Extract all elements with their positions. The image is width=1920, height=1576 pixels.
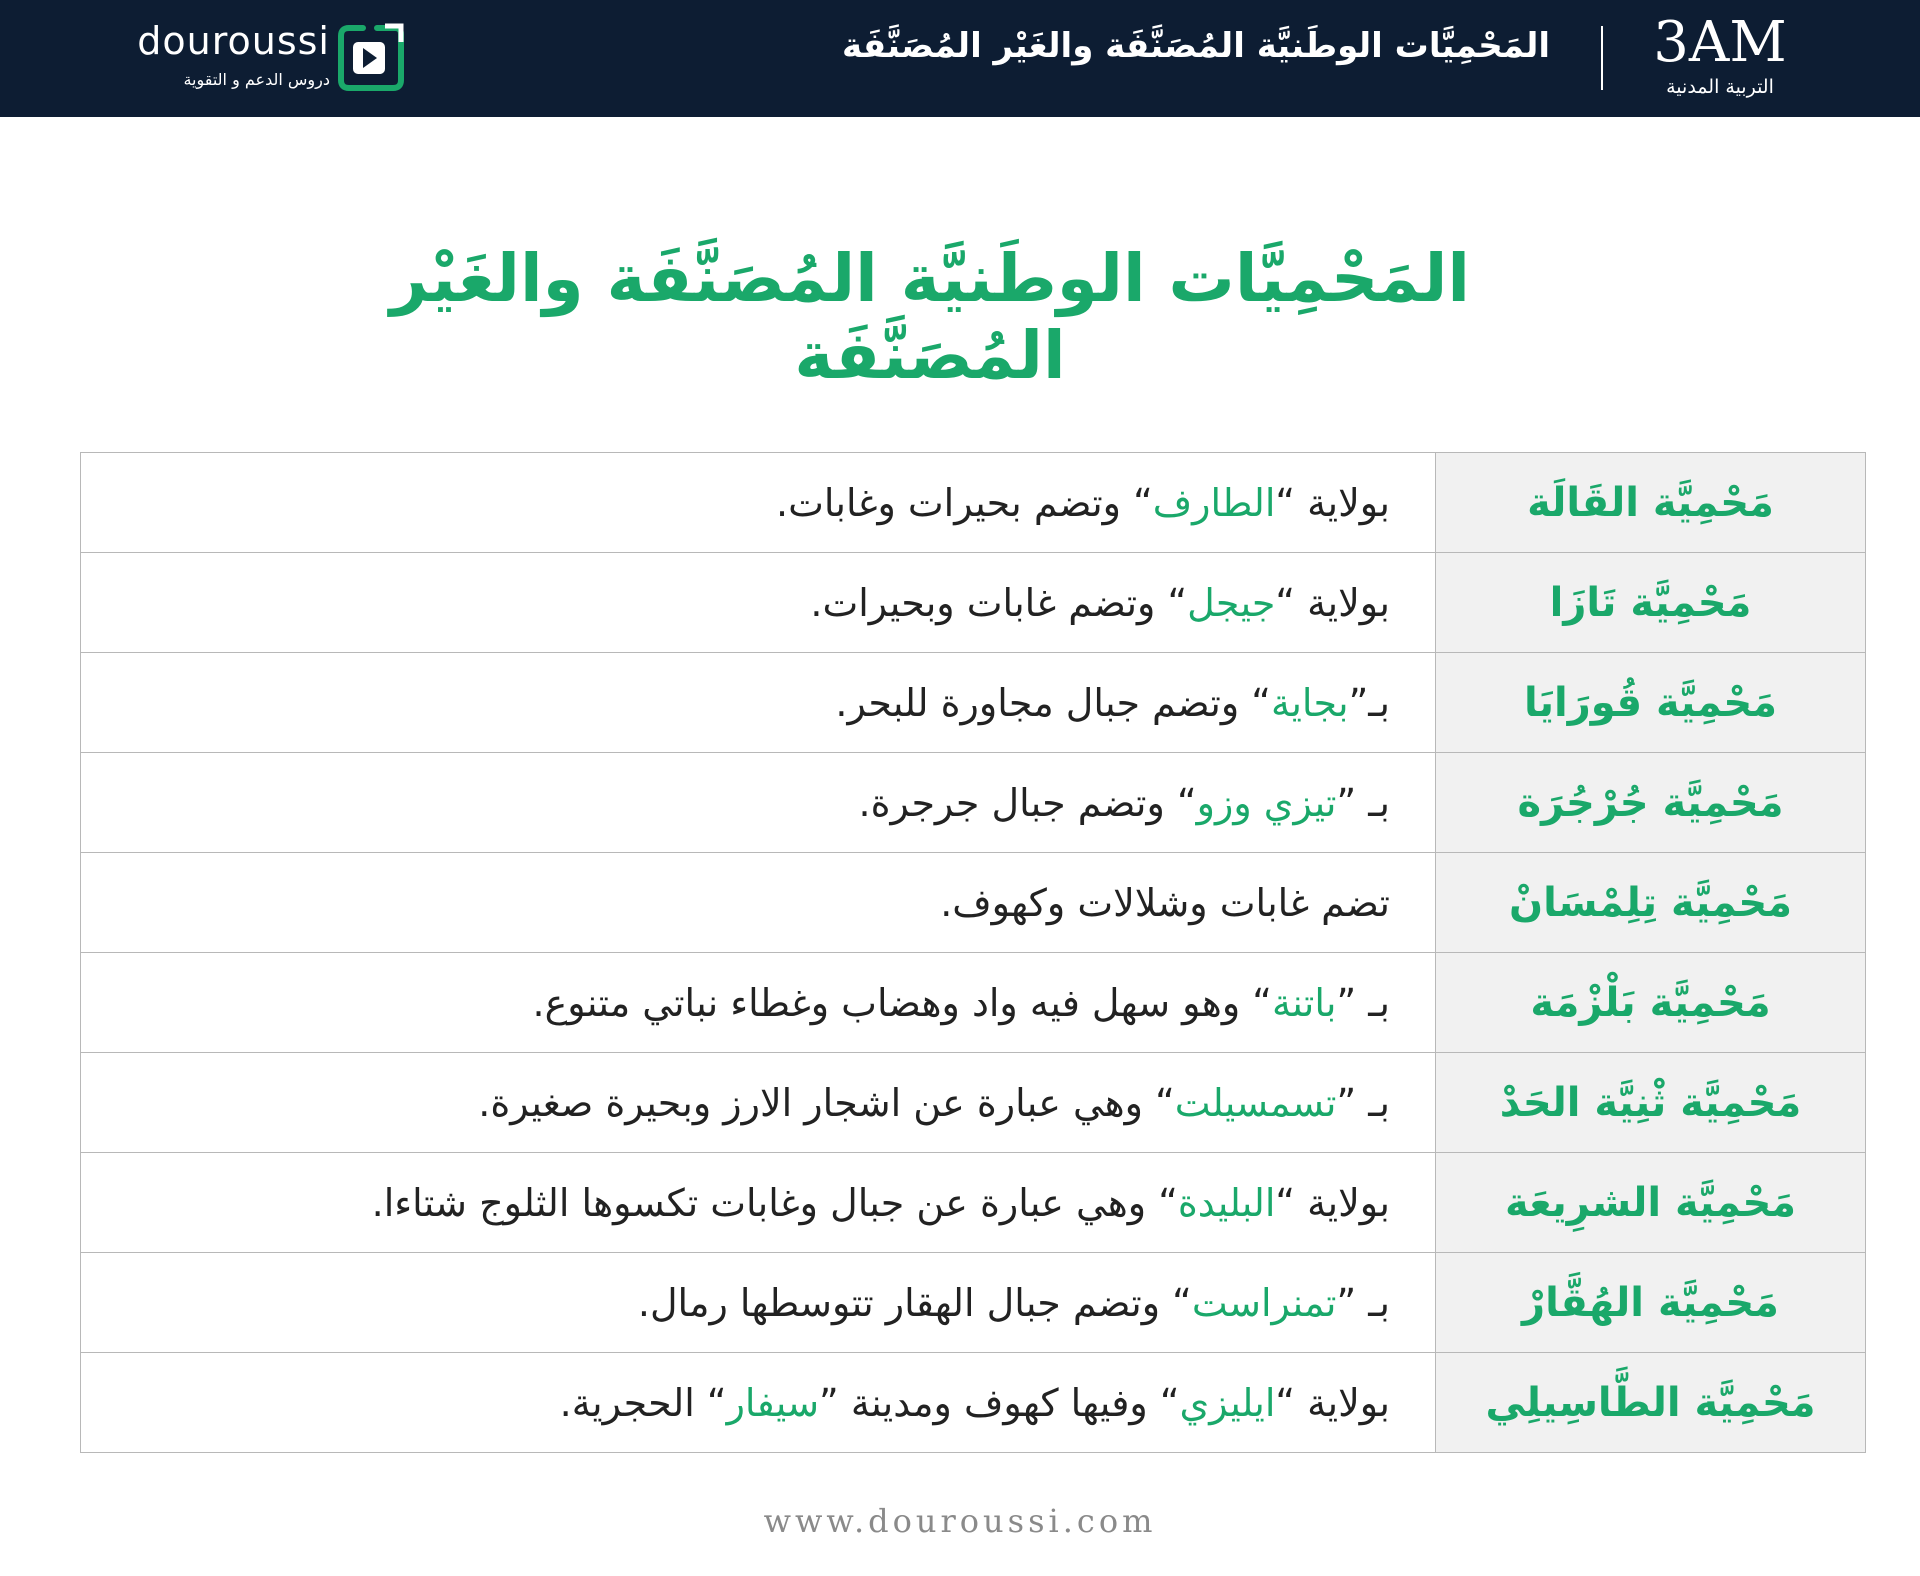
location-highlight: البليدة: [1177, 1180, 1276, 1225]
header-title: المَحْمِيَّات الوطَنيَّة المُصَنَّفَة والغَيْر المُصَنَّفَة: [842, 26, 1550, 66]
reserve-name: مَحْمِيَّة جُرْجُرَة: [1436, 753, 1866, 853]
footer-url[interactable]: www.douroussi.com: [763, 1502, 1157, 1540]
description-text: بولاية “: [1275, 580, 1390, 625]
reserve-name: مَحْمِيَّة القَالَة: [1436, 453, 1866, 553]
table-row: [81, 853, 1866, 953]
description-text: بولاية “: [1275, 480, 1390, 525]
reserve-name: مَحْمِيَّة ثْنِيَّة الحَدْ: [1436, 1053, 1866, 1153]
reserve-name: مَحْمِيَّة تِلِمْسَانْ: [1436, 853, 1866, 953]
top-header-bar: [0, 0, 1920, 117]
brand-tagline: دروس الدعم و التقوية: [183, 70, 330, 89]
table-row: [81, 953, 1866, 1053]
table-row: [81, 553, 1866, 653]
description-text: بـ ”: [1336, 1280, 1390, 1325]
description-text: “ وتضم جبال جرجرة.: [858, 780, 1197, 825]
reserve-description: [81, 953, 1436, 1053]
description-text: تضم غابات وشلالات وكهوف.: [940, 880, 1390, 925]
header-divider: [1601, 26, 1603, 90]
reserve-description: [81, 1053, 1436, 1153]
reserve-description: [81, 1353, 1436, 1453]
table-row: [81, 1153, 1866, 1253]
brand-name: douroussi: [137, 19, 330, 63]
reserve-name: مَحْمِيَّة الشرِيعَة: [1436, 1153, 1866, 1253]
location-highlight: تمنراست: [1191, 1280, 1337, 1325]
reserve-description: [81, 453, 1436, 553]
location-highlight: الطارف: [1152, 480, 1276, 525]
location-highlight: جيجل: [1187, 580, 1276, 625]
description-text: بولاية “: [1275, 1180, 1390, 1225]
description-text: “ وتضم جبال الهقار تتوسطها رمال.: [637, 1280, 1192, 1325]
reserve-description: [81, 1153, 1436, 1253]
description-text: “ وهي عبارة عن اشجار الارز وبحيرة صغيرة.: [478, 1080, 1175, 1125]
location-highlight: سيفار: [726, 1380, 820, 1425]
location-highlight: تسمسيلت: [1174, 1080, 1337, 1125]
reserve-name: مَحْمِيَّة الهُقَّارْ: [1436, 1253, 1866, 1353]
reserve-description: [81, 1253, 1436, 1353]
reserve-description: [81, 553, 1436, 653]
description-text: بـ ”: [1336, 980, 1390, 1025]
page-title: المَحْمِيَّات الوطَنيَّة المُصَنَّفَة والغَيْر المُصَنَّفَة: [389, 240, 1471, 394]
table-row: [81, 753, 1866, 853]
location-highlight: بجاية: [1270, 680, 1349, 725]
reserves-table: [80, 452, 1866, 1453]
description-text: بـ ”: [1336, 780, 1390, 825]
description-text: “ الحجرية.: [559, 1380, 727, 1425]
reserve-description: [81, 653, 1436, 753]
description-text: بـ ”: [1336, 1080, 1390, 1125]
reserve-description: [81, 853, 1436, 953]
location-highlight: ايليزي: [1179, 1380, 1276, 1425]
reserve-name: مَحْمِيَّة تَازَا: [1436, 553, 1866, 653]
description-text: “ وتضم بحيرات وغابات.: [775, 480, 1153, 525]
description-text: “ وتضم غابات وبحيرات.: [810, 580, 1188, 625]
description-text: بولاية “: [1275, 1380, 1390, 1425]
reserve-name: مَحْمِيَّة قُورَايَا: [1436, 653, 1866, 753]
reserve-name: مَحْمِيَّة الطَّاسِيلِي: [1436, 1353, 1866, 1453]
reserve-description: [81, 753, 1436, 853]
table-row: [81, 1053, 1866, 1153]
description-text: بـ”: [1348, 680, 1390, 725]
description-text: “ وهي عبارة عن جبال وغابات تكسوها الثلوج شتاءا.: [371, 1180, 1178, 1225]
location-highlight: تيزي وزو: [1196, 780, 1337, 825]
play-icon: [335, 22, 407, 94]
table-row: [81, 453, 1866, 553]
description-text: “ وتضم جبال مجاورة للبحر.: [835, 680, 1271, 725]
table-row: [81, 1253, 1866, 1353]
table-row: [81, 1353, 1866, 1453]
location-highlight: باتنة: [1271, 980, 1337, 1025]
description-text: “ وفيها كهوف ومدينة ”: [819, 1380, 1180, 1425]
level-label: 3AM: [1653, 10, 1787, 75]
reserve-name: مَحْمِيَّة بَلْزْمَة: [1436, 953, 1866, 1053]
description-text: “ وهو سهل فيه واد وهضاب وغطاء نباتي متنوع.: [532, 980, 1272, 1025]
subject-label: التربية المدنية: [1666, 76, 1774, 98]
table-row: [81, 653, 1866, 753]
brand-logo[interactable]: [120, 18, 410, 98]
